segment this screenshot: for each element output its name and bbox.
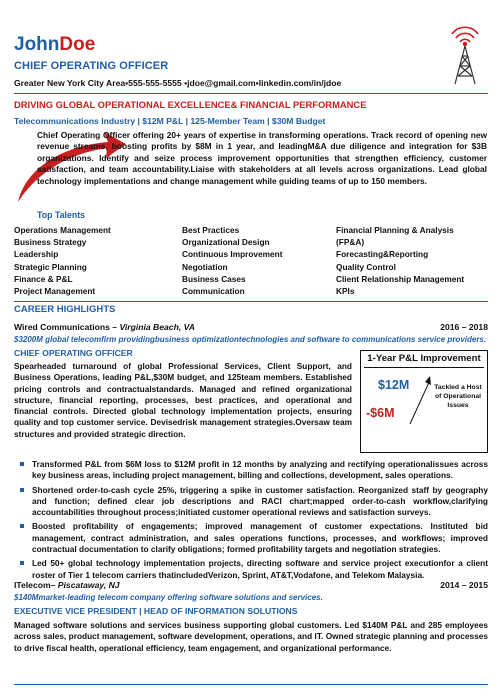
achievements-list [18, 459, 488, 584]
talents-heading: Top Talents [37, 210, 86, 220]
talent-item: Operations Management [14, 225, 111, 235]
job-dates: 2014 – 2015 [440, 580, 488, 590]
talent-item: Best Practices [182, 225, 240, 235]
bullet-icon [20, 488, 24, 492]
talent-item: Business Strategy [14, 237, 87, 248]
bullet-icon [20, 462, 24, 466]
box-title: 1-Year P&L Improvement [367, 353, 481, 364]
company-location: Piscataway, NJ [57, 580, 120, 590]
role-description: Managed software solutions and services business supporting global customers. Led $140M P&L and 285 employees across sales, product management, software development, operations, and IT. Owned strategic planning and processes to drive fiscal health, operational efficiency, team engagement, and organizational performance. [14, 620, 488, 653]
talent-item: (FP&A) [336, 237, 365, 248]
talents-column-3 [336, 224, 491, 297]
talents-column-1 [14, 224, 174, 297]
summary-paragraph: Chief Operating Officer offering 20+ years of expertise in transforming operations. Track record of opening new revenue streams, boosting profits by $8M in 1 year, and leadingM&A due diligence and integration for $3B organizations. Identify and seize process improvement opportunities that strengthen efficiency, customer satisfaction, and team accountability.Liaise with stakeholders at all levels across organizations. Lead global technology implementations and change management while guiding teams of up to 150 members. [37, 130, 487, 186]
role-title: CHIEF OPERATING OFFICER [14, 348, 133, 358]
divider [14, 93, 488, 94]
company-line [14, 322, 195, 332]
achievement-item: Boosted profitability of engagements; improved management of customer expectations. Instituted bid management, contract administration, and sales operations functions, processes, and workflows; improved contractual documentation to clarify obligations; formed profitability targets and negotiation strategies. [18, 521, 488, 555]
company-name: Wired Communications – [14, 322, 118, 332]
talent-item: Financial Planning & Analysis [336, 225, 454, 235]
achievement-item: Led 50+ global technology implementation projects, directing software and service project executionfor a client roster of Tier 1 telecom carriers thatincludedVerizon, Sprint, AT&T,Vodafone, and Telekom Malaysia. [18, 558, 488, 581]
talent-item: KPIs [336, 286, 355, 297]
company-name: ITelecom– [14, 580, 56, 590]
talent-item: Strategic Planning [14, 261, 87, 272]
candidate-name [14, 34, 95, 56]
company-location: Virginia Beach, VA [119, 322, 195, 332]
divider [14, 301, 488, 302]
role-title: EXECUTIVE VICE PRESIDENT | HEAD OF INFORMATION SOLUTIONS [14, 606, 298, 616]
achievement-item: Transformed P&L from $6M loss to $12M profit in 12 months by analyzing and rectifying operationalissues across key business areas, including project management, billing and collections, development, sales operations. [18, 459, 488, 482]
box-value-bottom: -$6M [366, 406, 395, 420]
talents-column-2 [182, 224, 332, 297]
company-tagline: $140Mmarket-leading telecom company offering software solutions and services. [14, 593, 323, 602]
role-description: Spearheaded turnaround of global Professional Services, Client Support, and Business Operations, leading P&L,$30M budget, and 125team members. Established pricing controls and contractualstandards. Managed and refined organizational structure, financial reporting, processes, best practices, and operational and financial controls. Directed global technology implementation projects, ensuring quality and top customer service. Devisedrisk management strategies.Oversaw team structures and provided strategic direction. [14, 361, 352, 439]
talent-item: Client Relationship Management [336, 273, 465, 284]
up-arrow-icon [408, 374, 434, 426]
talent-item: Forecasting&Reporting [336, 249, 429, 260]
last-name: Doe [59, 34, 96, 55]
job-dates: 2016 – 2018 [440, 322, 488, 332]
divider [14, 684, 488, 685]
bullet-icon [20, 524, 24, 528]
talent-item: Project Management [14, 286, 96, 297]
contact-line: Greater New York City Area▪555-555-5555 ▪jdoe@gmail.com▪linkedin.com/in/jdoe [14, 78, 342, 88]
talent-item: Continuous Improvement [182, 249, 283, 260]
talent-item: Organizational Design [182, 237, 270, 248]
talent-item: Leadership [14, 249, 59, 260]
first-name: John [14, 34, 60, 55]
talent-item: Quality Control [336, 261, 396, 272]
career-heading: CAREER HIGHLIGHTS [14, 304, 116, 315]
headline: DRIVING GLOBAL OPERATIONAL EXCELLENCE& FINANCIAL PERFORMANCE [14, 99, 367, 110]
talent-item: Business Cases [182, 273, 246, 284]
achievement-item: Shortened order-to-cash cycle 25%, triggering a spike in customer satisfaction. Reorganized staff by geography and function; defined clear job descriptions and RACI chart;mapped order-to-cash workflow,clarifying accountabilities throughout process;initiated customer operational reviews and satisfaction surveys. [18, 485, 488, 519]
box-divider [364, 367, 484, 368]
job-title: CHIEF OPERATING OFFICER [14, 60, 169, 72]
company-line [14, 580, 120, 590]
box-note: Tackled a Host of Operational Issues [434, 384, 482, 409]
talent-item: Finance & P&L [14, 273, 73, 284]
subheadline: Telecommunications Industry | $12M P&L | 125-Member Team | $30M Budget [14, 116, 326, 126]
bullet-icon [20, 561, 24, 565]
box-value-top: $12M [378, 378, 410, 392]
radio-tower-icon [438, 22, 492, 86]
talent-item: Communication [182, 286, 245, 297]
company-tagline: $3200M global telecomfirm providingbusiness optimizationtechnologies and software to communications service providers. [14, 335, 487, 344]
talent-item: Negotiation [182, 261, 228, 272]
